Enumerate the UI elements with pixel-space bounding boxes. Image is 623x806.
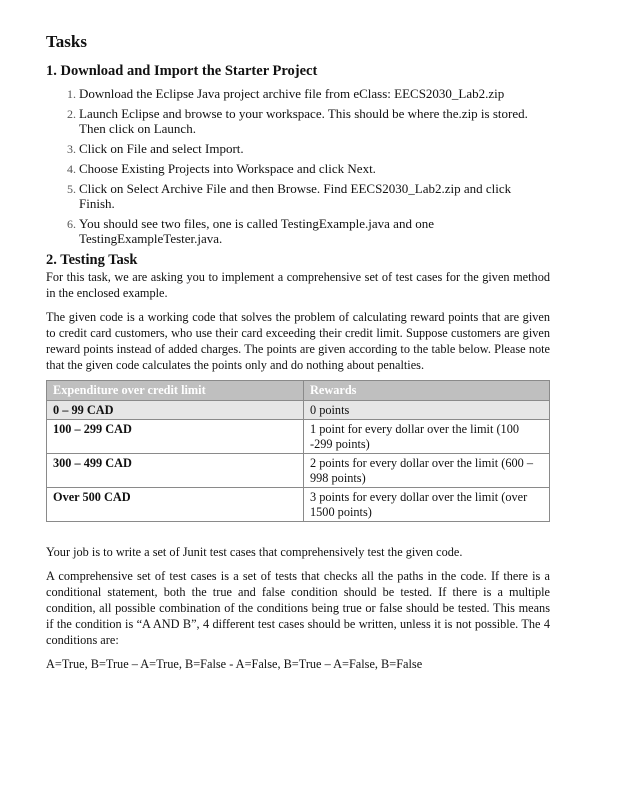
section1-heading: 1. Download and Import the Starter Project [46,63,318,79]
table-header-rewards: Rewards [304,381,550,401]
intro-paragraph: For this task, we are asking you to implement a comprehensive set of test cases for the given method in the enclosed example. [46,270,550,300]
step-item: 2. Launch Eclipse and browse to your workspace. This should be where the.zip is stored. Then click on Launch. [79,106,550,136]
section2-heading: 2. Testing Task [46,252,138,268]
table-cell-range: 300 – 499 CAD [47,454,304,488]
table-cell-reward: 3 points for every dollar over the limit (over 1500 points) [304,488,550,522]
rewards-table [46,380,550,522]
table-header-row [47,381,550,401]
step-item: 5. Click on Select Archive File and then Browse. Find EECS2030_Lab2.zip and click Finish. [79,181,550,211]
table-cell-range: Over 500 CAD [47,488,304,522]
step-item: 4. Choose Existing Projects into Workspace and click Next. [79,161,550,176]
step-item: 6. You should see two files, one is called TestingExample.java and one TestingExampleTester.java. [79,216,550,246]
explanation-paragraph: A comprehensive set of test cases is a set of tests that checks all the paths in the code. If there is a conditional statement, both the true and false condition should be tested. If there is a multiple condition, all possible combination of the conditions being true or false should be tested. This means if the condition is “A AND B”, 4 different test cases should be written, unless it is not possible. The 4 conditions are: [46,569,550,647]
task-paragraph: Your job is to write a set of Junit test cases that comprehensively test the given code. [46,545,463,559]
table-row [47,400,550,420]
table-cell-reward: 2 points for every dollar over the limit (600 – 998 points) [304,454,550,488]
description-paragraph: The given code is a working code that solves the problem of calculating reward points that are given to credit card customers, who use their card exceeding their credit limit. Suppose customers are given reward points instead of added charges. The points are given according to the table below. Please note that the given code calculates the points only and do nothing about penalties. [46,310,550,372]
table-row [47,420,550,454]
document-page [46,32,550,680]
table-cell-range: 0 – 99 CAD [47,400,304,420]
step-item: 3. Click on File and select Import. [79,141,550,156]
steps-list [46,86,550,246]
table-cell-reward: 1 point for every dollar over the limit (100 -299 points) [304,420,550,454]
table-cell-range: 100 – 299 CAD [47,420,304,454]
table-header-expenditure: Expenditure over credit limit [47,381,304,401]
conditions-line: A=True, B=True – A=True, B=False - A=False, B=True – A=False, B=False [46,657,423,671]
table-row [47,488,550,522]
step-item: 1. Download the Eclipse Java project archive file from eClass: EECS2030_Lab2.zip [79,86,550,101]
table-cell-reward: 0 points [304,400,550,420]
page-title: Tasks [46,32,87,51]
table-row [47,454,550,488]
